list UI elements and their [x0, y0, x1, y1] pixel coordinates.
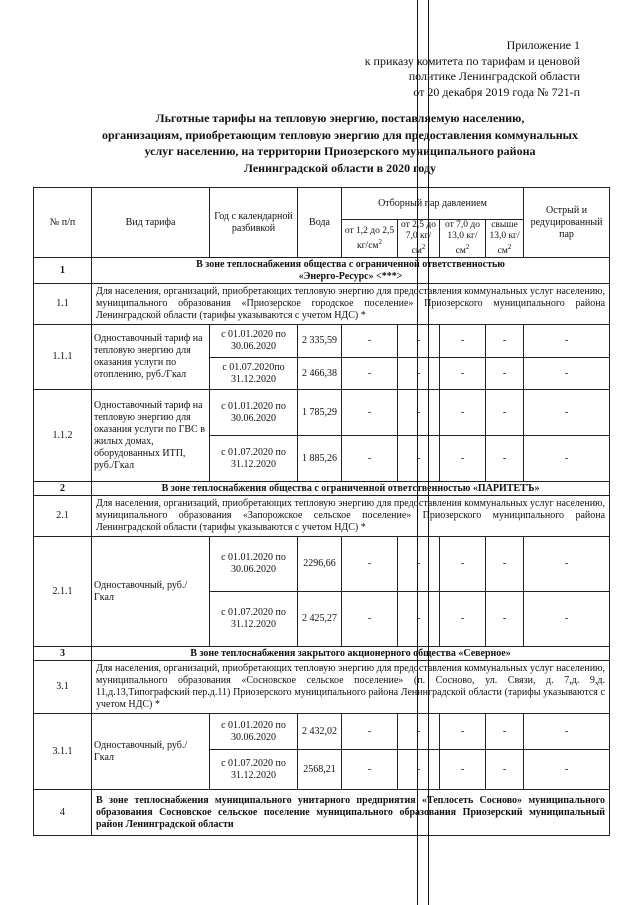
row-num: 1.1.1 [34, 325, 92, 390]
dash-cell: - [486, 537, 524, 592]
appendix-line: к приказу комитета по тарифам и ценовой [364, 53, 580, 68]
tariff-type: Одноставочный, руб./Гкал [92, 537, 210, 647]
header-pressure-1: от 1,2 до 2,5 $кг/см^2$ [342, 220, 398, 258]
dash-cell: - [486, 750, 524, 790]
dash-cell: - [486, 714, 524, 750]
scan-line [417, 0, 418, 905]
tariff-type: Одноставочный, руб./Гкал [92, 714, 210, 790]
dash-cell: - [440, 714, 486, 750]
tariff-period: с 01.01.2020 по 30.06.2020 [210, 714, 298, 750]
dash-cell: - [440, 750, 486, 790]
dash-cell: - [524, 325, 610, 358]
row-num: 1 [34, 258, 92, 284]
dash-cell: - [440, 325, 486, 358]
dash-cell: - [440, 436, 486, 482]
document-title [60, 110, 620, 176]
header-pressure-2: от 2,5 до 7,0 $кг/см^2$ [398, 220, 440, 258]
row-num: 3 [34, 647, 92, 661]
dash-cell: - [524, 714, 610, 750]
tariff-row [34, 325, 610, 358]
dash-cell: - [398, 390, 440, 436]
dash-cell: - [440, 592, 486, 647]
tariff-table [33, 187, 610, 836]
dash-cell: - [524, 390, 610, 436]
tariff-period: с 01.01.2020 по 30.06.2020 [210, 537, 298, 592]
dash-cell: - [486, 592, 524, 647]
zone-row [34, 647, 610, 661]
dash-cell: - [524, 537, 610, 592]
header-pressure-4: свыше 13,0 $кг/см^2$ [486, 220, 524, 258]
row-num: 2.1.1 [34, 537, 92, 647]
dash-cell: - [440, 537, 486, 592]
header-sharp-steam: Острый и редуцированный пар [524, 188, 610, 258]
water-value: 2 335,59 [298, 325, 342, 358]
dash-cell: - [342, 358, 398, 390]
zone-title: В зоне теплоснабжения муниципального унитарного предприятия «Теплосеть Сосново» муниципального образования Сосновское сельское поселение муниципального образования Приозерский муниципальный район Ленинградской области [92, 790, 610, 836]
header-steam: Отборный пар давлением [342, 188, 524, 220]
scan-line [428, 0, 429, 905]
appendix-block [318, 38, 580, 100]
dash-cell: - [524, 358, 610, 390]
tariff-row [34, 390, 610, 436]
header-water: Вода [298, 188, 342, 258]
header-num: № п/п [34, 188, 92, 258]
appendix-line: от 20 декабря 2019 года № 721-п [413, 84, 580, 99]
title-line: Ленинградской области в 2020 году [243, 160, 437, 175]
dash-cell: - [524, 592, 610, 647]
tariff-type: Одноставочный тариф на тепловую энергию для оказания услуги по ГВС в жилых домах, оборудованных ИТП, руб./Гкал [92, 390, 210, 482]
row-num: 3.1 [34, 661, 92, 714]
appendix-line: Приложение 1 [506, 38, 580, 52]
dash-cell: - [398, 750, 440, 790]
tariff-period: с 01.07.2020по 31.12.2020 [210, 358, 298, 390]
description-row [34, 496, 610, 537]
row-num: 1.1.2 [34, 390, 92, 482]
description-row [34, 661, 610, 714]
row-description: Для населения, организаций, приобретающих тепловую энергию для предоставления коммунальных услуг населению, муниципального образования «Запорожское сельское поселение» Приозерского муниципального района Ленинградской области (тарифы указываются с учетом НДС) * [92, 496, 610, 537]
row-description: Для населения, организаций, приобретающих тепловую энергию для предоставления коммунальных услуг населению, муниципального образования «Сосновское сельское поселение» (п. Сосново, ул. Связи, д. 7,д. 9,д. 11,д.13,Типографский пер.д.11) Приозерского муниципального района Ленинградской области (тарифы указываются с учетом НДС) * [92, 661, 610, 714]
header-row [34, 188, 610, 220]
tariff-period: с 01.01.2020 по 30.06.2020 [210, 325, 298, 358]
zone-row [34, 258, 610, 284]
tariff-period: с 01.07.2020 по 31.12.2020 [210, 436, 298, 482]
dash-cell: - [398, 325, 440, 358]
title-line: организациям, приобретающим тепловую энергию для предоставления коммунальных [101, 127, 579, 142]
dash-cell: - [398, 714, 440, 750]
dash-cell: - [342, 436, 398, 482]
dash-cell: - [398, 436, 440, 482]
appendix-line: политике Ленинградской области [408, 69, 580, 83]
tariff-period: с 01.07.2020 по 31.12.2020 [210, 592, 298, 647]
row-num: 3.1.1 [34, 714, 92, 790]
dash-cell: - [440, 358, 486, 390]
dash-cell: - [342, 592, 398, 647]
water-value: 2568,21 [298, 750, 342, 790]
zone-title: В зоне теплоснабжения общества с ограниченной ответственностью «ПАРИТЕТЪ» [92, 482, 610, 496]
title-line: Льготные тарифы на тепловую энергию, поставляемую населению, [155, 111, 525, 125]
dash-cell: - [440, 390, 486, 436]
tariff-period: с 01.01.2020 по 30.06.2020 [210, 390, 298, 436]
tariff-row [34, 714, 610, 750]
row-description: Для населения, организаций, приобретающих тепловую энергию для предоставления коммунальных услуг населению, муниципального образования «Приозерское городское поселение» Приозерского муниципального района Ленинградской области (тарифы указываются с учетом НДС) * [92, 284, 610, 325]
tariff-period: с 01.07.2020 по 31.12.2020 [210, 750, 298, 790]
water-value: 2 466,38 [298, 358, 342, 390]
dash-cell: - [524, 436, 610, 482]
header-pressure-3: от 7,0 до 13,0 $кг/см^2$ [440, 220, 486, 258]
dash-cell: - [486, 390, 524, 436]
dash-cell: - [398, 537, 440, 592]
zone-row [34, 790, 610, 836]
dash-cell: - [524, 750, 610, 790]
dash-cell: - [486, 436, 524, 482]
dash-cell: - [342, 537, 398, 592]
row-num: 2.1 [34, 496, 92, 537]
title-line: услуг населению, на территории Приозерского муниципального района [144, 144, 536, 158]
tariff-row [34, 537, 610, 592]
header-year: Год с календарной разбивкой [210, 188, 298, 258]
tariff-type: Одноставочный тариф на тепловую энергию для оказания услуги по отоплению, руб./Гкал [92, 325, 210, 390]
zone-title: В зоне теплоснабжения закрытого акционерного общества «Северное» [92, 647, 610, 661]
description-row [34, 284, 610, 325]
row-num: 4 [34, 790, 92, 836]
dash-cell: - [486, 325, 524, 358]
water-value: 1 785,29 [298, 390, 342, 436]
water-value: 2 425,27 [298, 592, 342, 647]
dash-cell: - [398, 358, 440, 390]
row-num: 1.1 [34, 284, 92, 325]
dash-cell: - [398, 592, 440, 647]
header-tariff-type: Вид тарифа [92, 188, 210, 258]
zone-row [34, 482, 610, 496]
dash-cell: - [342, 750, 398, 790]
water-value: 2 432,02 [298, 714, 342, 750]
zone-title: В зоне теплоснабжения общества с ограниченной ответственностью «Энерго-Ресурс» <***> [92, 258, 610, 284]
dash-cell: - [342, 325, 398, 358]
row-num: 2 [34, 482, 92, 496]
dash-cell: - [342, 714, 398, 750]
dash-cell: - [486, 358, 524, 390]
water-value: 1 885,26 [298, 436, 342, 482]
dash-cell: - [342, 390, 398, 436]
water-value: 2296,66 [298, 537, 342, 592]
